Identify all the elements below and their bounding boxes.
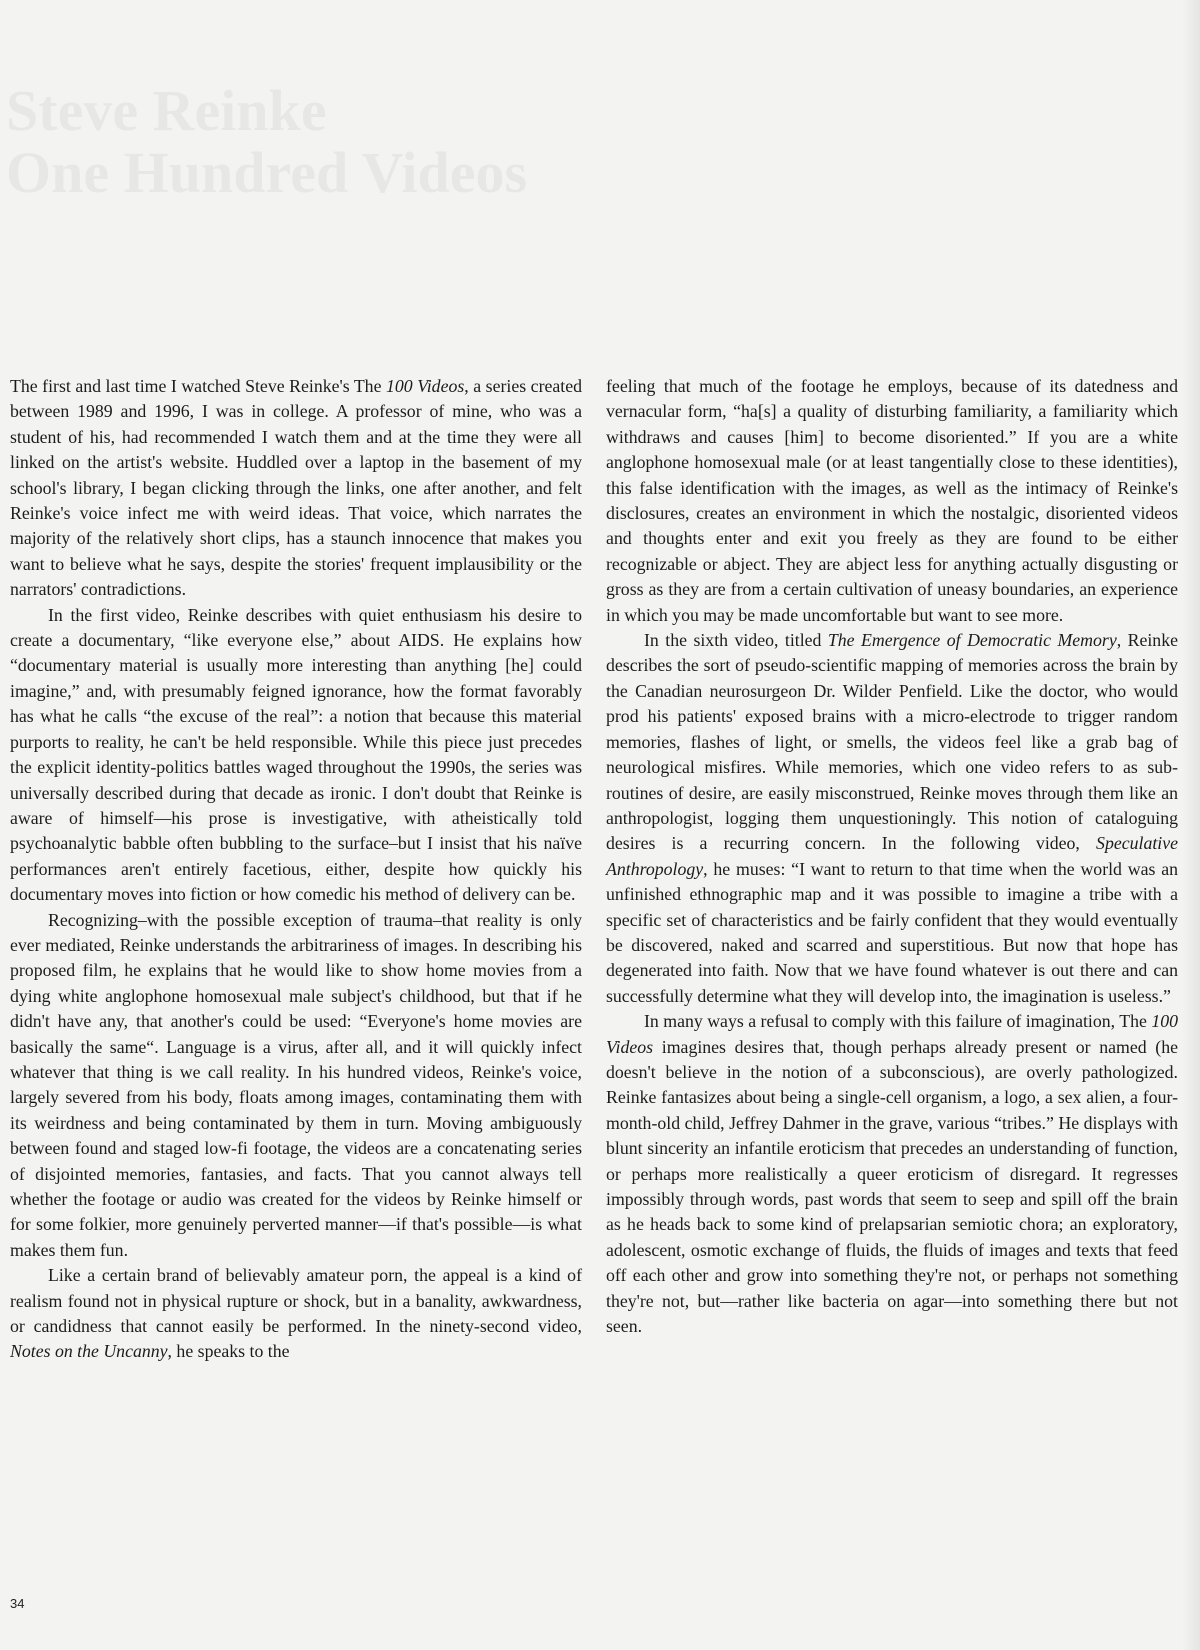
article-right-column	[606, 374, 1178, 1339]
page-number: 34	[10, 1596, 25, 1611]
work-title: The Emergence of Democratic Memory	[827, 630, 1117, 651]
faded-title-line-2	[6, 142, 706, 204]
paragraph	[606, 1009, 1178, 1339]
text-run: , he speaks to the	[167, 1341, 290, 1362]
paragraph	[10, 374, 582, 603]
work-title: Speculative Anthropology	[606, 833, 1178, 879]
text-run: Like a certain brand of believably amateur porn, the appeal is a kind of realism found not in physical rupture or shock, but in a banality, awkwardness, or candidness that cannot easily be performed. In the ninety-second video,	[10, 1265, 582, 1337]
paragraph: feeling that much of the footage he employs, because of its datedness and vernacular form, “ha[s] a quality of disturbing familiarity, a familiarity which withdraws and causes [him] to become disoriented.” If you are a white anglophone homosexual male (or at least tangentially close to these identities), this false identification with the images, as well as the intimacy of Reinke's disclosures, creates an environment in which the nostalgic, disoriented videos and thoughts enter and exit you freely as they are found to be either recognizable or abject. They are abject less for anything actually disgusting or gross as they are from a certain cultivation of uneasy boundaries, an experience in which you may be made uncomfortable but want to see more.	[606, 376, 1178, 625]
paragraph	[606, 628, 1178, 1009]
text-run: imagines desires that, though perhaps already present or named (he doesn't believe in the notion of a subconscious), are overly pathologized. Reinke fantasizes about being a single-cell organism, a logo, a sex alien, a four-month-old child, Jeffrey Dahmer in the grave, various “tribes.” He displays with blunt sincerity an infantile eroticism that precedes an understanding of function, or perhaps more realistically a queer eroticism of disregard. It regresses impossibly through words, past words that seem to seep and spill off the brain as he heads back to some kind of prelapsarian semiotic chora; an exploratory, adolescent, osmotic exchange of fluids, the fluids of images and texts that feed off each other and grow into something they're not, or perhaps not something they're not, but—rather like bacteria on agar—into something there but not seen.	[606, 1036, 1178, 1337]
faded-header	[6, 80, 706, 240]
paragraph: In the first video, Reinke describes with quiet enthusiasm his desire to create a documentary, “like everyone else,” about AIDS. He explains how “documentary material is usually more interesting than anything [he] could imagine,” and, with presumably feigned ignorance, how the format favorably has what he calls “the excuse of the real”: a notion that because this material purports to reality, he can't be held responsible. While this piece just precedes the explicit identity-politics battles waged throughout the 1990s, the series was universally described during that decade as ironic. I don't doubt that Reinke is aware of himself—his prose is investigative, with atheistically told psychoanalytic babble often bubbling to the surface–but I insist that his naïve performances aren't entirely facetious, either, despite how quickly his documentary moves into fiction or how comedic his method of delivery can be.	[10, 604, 582, 905]
text-run: , he muses: “I want to return to that time when the world was an unfinished ethnographic map and it was possible to imagine a tribe with a specific set of characteristics and be fairly confident that they would eventually be discovered, naked and scarred and superstitious. But now that hope has degenerated into faith. Now that we have found whatever is out there and can successfully determine what they will develop into, the imagination is useless.”	[606, 858, 1178, 1006]
paragraph	[10, 1263, 582, 1365]
text-run: In many ways a refusal to comply with this failure of imagination, The	[644, 1011, 1152, 1032]
text-run: , a series created between 1989 and 1996, I was in college. A professor of mine, who was a student of his, had recommended I watch them and at the time they were all linked on the artist's website. Huddled over a laptop in the basement of my school's library, I began clicking through the links, one after another, and felt Reinke's voice infect me with weird ideas. That voice, which narrates the majority of the relatively short clips, has a staunch innocence that makes you want to believe what he says, despite the stories' frequent implausibility or the narrators' contradictions.	[10, 376, 583, 600]
text-run: In the sixth video, titled	[644, 630, 828, 651]
paragraph: Recognizing–with the possible exception of trauma–that reality is only ever mediated, Reinke understands the arbitrariness of images. In describing his proposed film, he explains that he would like to show home movies from a dying white anglophone homosexual male subject's childhood, but that if he didn't have any, that another's could be used: “Everyone's home movies are basically the same“. Language is a virus, after all, and it will quickly infect whatever that thing is we call reality. In his hundred videos, Reinke's voice, largely severed from his body, floats among images, contaminating them with its weirdness and being contaminated by them in turn. Moving ambiguously between found and staged low-fi footage, the videos are a concatenating series of disjointed memories, fantasies, and facts. That you cannot always tell whether the footage or audio was created for the videos by Reinke himself or for some folkier, more genuinely perverted manner—if that's possible—is what makes them fun.	[10, 909, 582, 1260]
work-title: 100 Videos	[386, 376, 465, 396]
page-edge-shadow	[1182, 0, 1200, 1650]
text-run: The first and last time I watched Steve Reinke's The	[10, 376, 386, 396]
work-title: Notes on the Uncanny	[10, 1341, 168, 1362]
text-run: , Reinke describes the sort of pseudo-scientific mapping of memories across the brain by the Canadian neurosurgeon Dr. Wilder Penfield. Like the doctor, who would prod his patients' exposed brains with a micro-electrode to trigger random memories, flashes of light, or smells, the videos feel like a grab bag of neurological misfires. While memories, which one video refers to as sub-routines of desire, are easily misconstrued, Reinke moves through them like an anthropologist, logging them unquestioningly. This notion of cataloguing desires is a recurring concern. In the following video,	[606, 630, 1178, 854]
article-left-column	[10, 374, 582, 1365]
work-title: 100 Videos	[606, 1011, 1178, 1057]
faded-title-line-1	[6, 80, 706, 142]
